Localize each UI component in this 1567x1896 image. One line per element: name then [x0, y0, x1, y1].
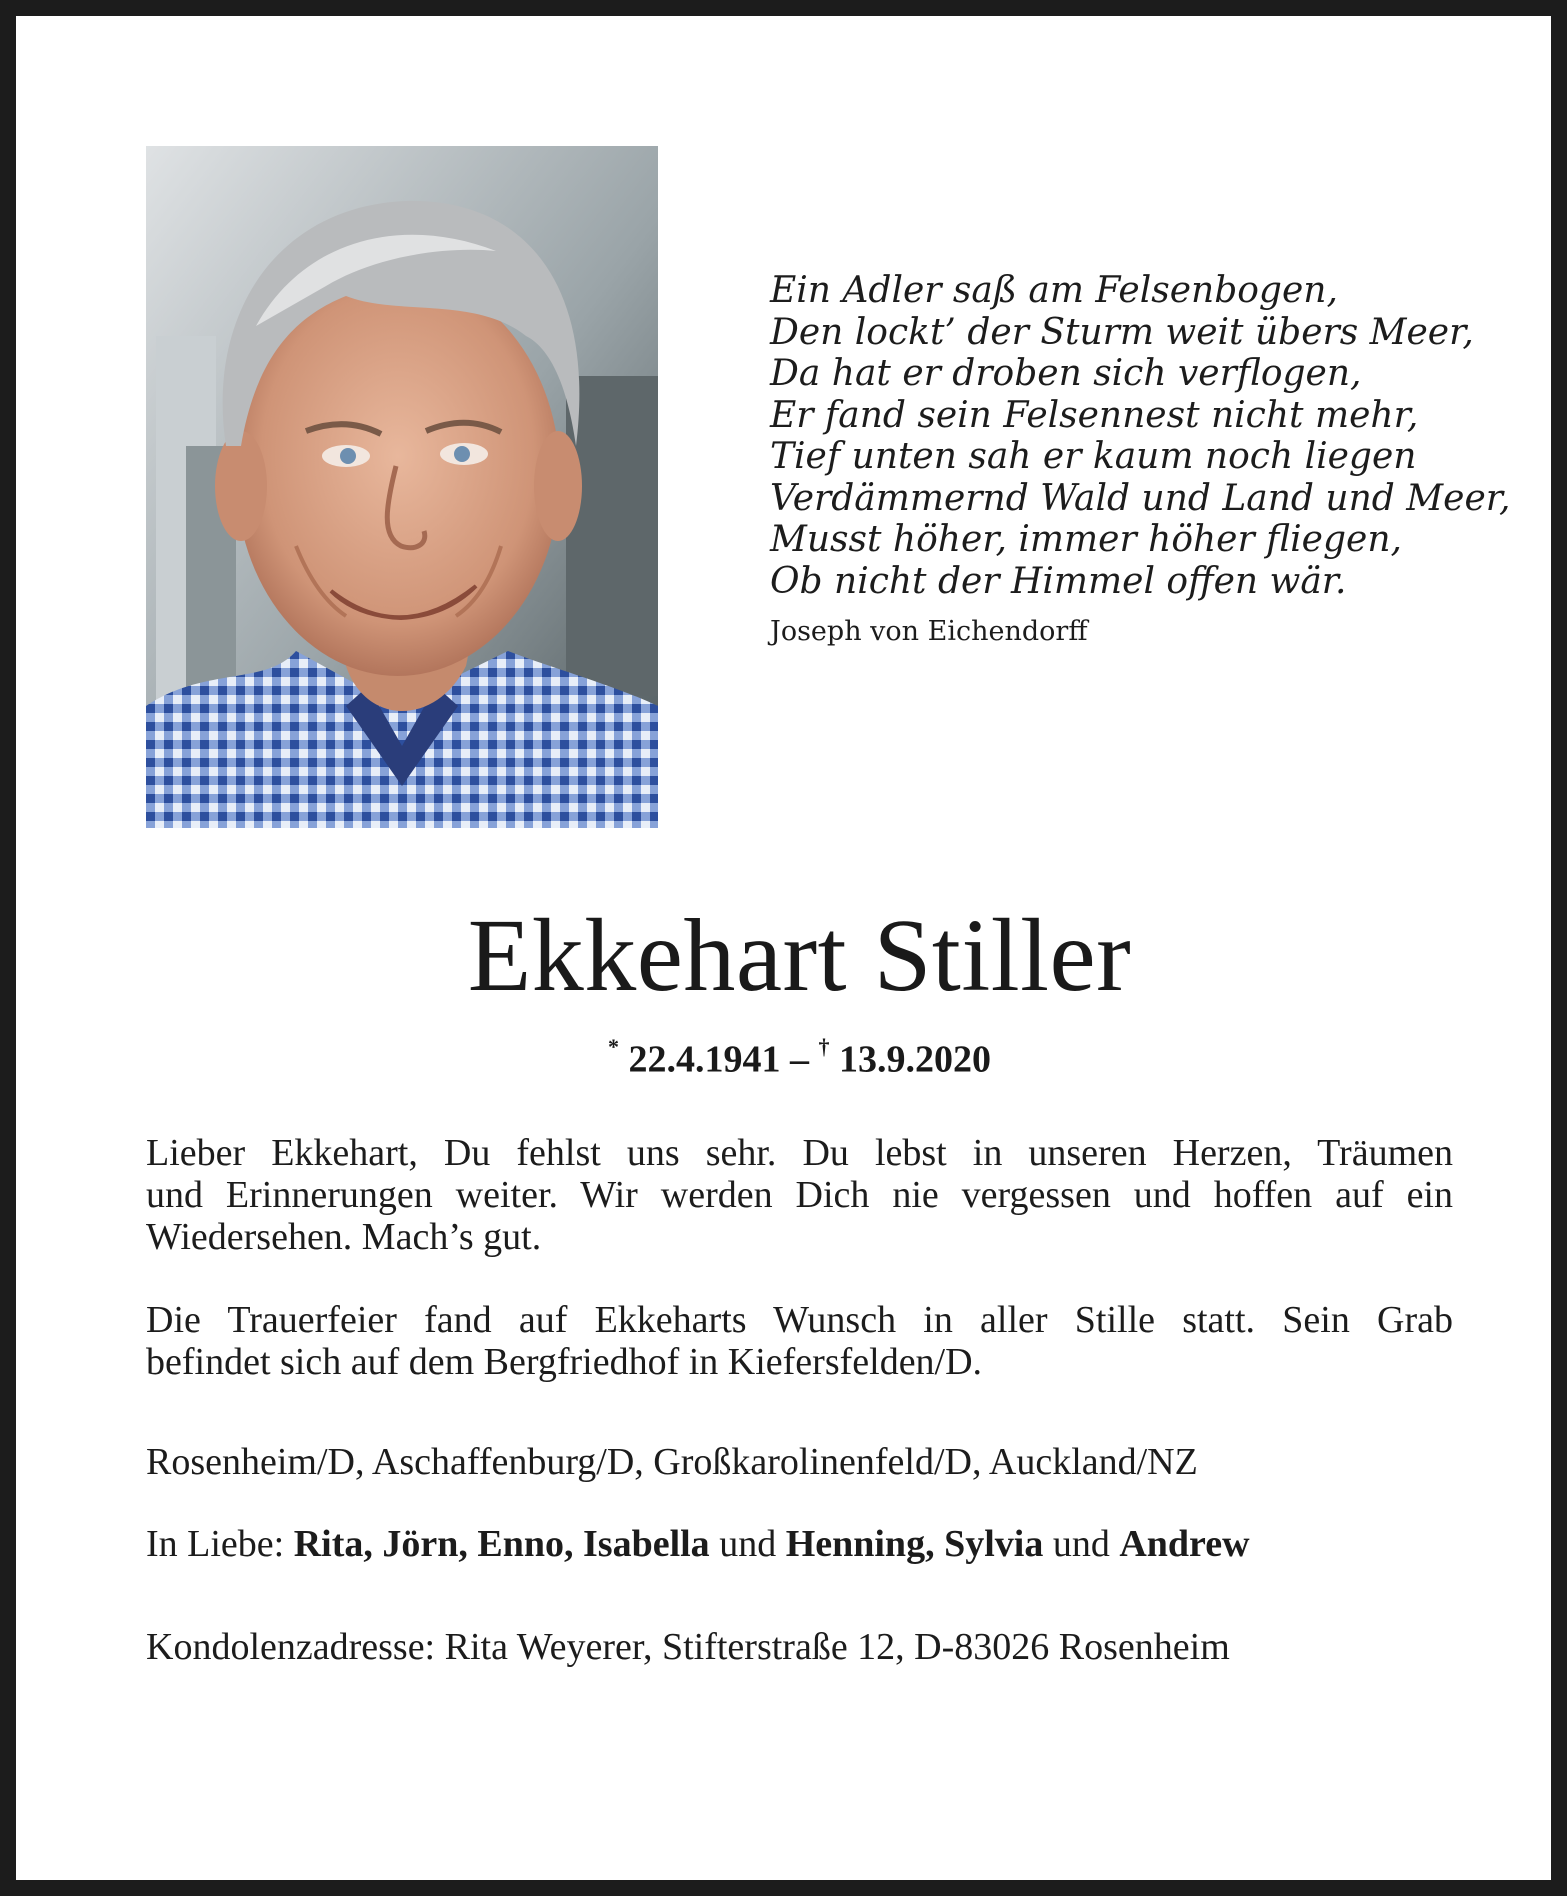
message-line: Lieber Ekkehart, Du fehlst uns sehr. Du lebst in unseren Herzen, Träumen [146, 1132, 1453, 1174]
poem-author: Joseph von Eichendorff [770, 616, 1088, 647]
date-separator: – [790, 1038, 809, 1081]
deceased-name: Ekkehart Stiller [467, 898, 1132, 1013]
poem-line: Er fand sein Felsennest nicht mehr, [770, 394, 1419, 436]
mourners-group: Henning, Sylvia [785, 1523, 1044, 1565]
poem-line: Tief unten sah er kaum noch liegen [770, 436, 1417, 477]
life-dates [16, 1029, 1567, 1082]
poem-line: Ein Adler saß am Felsenbogen, [770, 270, 1338, 311]
death-date: 13.9.2020 [839, 1038, 991, 1081]
notice-line: befindet sich auf dem Bergfriedhof in Kiefersfelden/D. [146, 1341, 983, 1383]
mourners-prefix: In Liebe: [146, 1523, 285, 1565]
mourners-group: Andrew [1119, 1523, 1250, 1565]
birth-symbol: * [608, 1034, 619, 1059]
notice-line: Die Trauerfeier fand auf Ekkeharts Wunsch in aller Stille statt. Sein Grab [146, 1299, 1453, 1341]
mourners-and: und [1052, 1523, 1110, 1565]
birth-date: 22.4.1941 [628, 1038, 781, 1081]
poem [770, 270, 1510, 647]
message-line: Wiedersehen. Mach’s gut. [146, 1216, 542, 1258]
poem-line: Verdämmernd Wald und Land und Meer, [770, 477, 1511, 519]
message-line: und Erinnerungen weiter. Wir werden Dich nie vergessen und hoffen auf ein [146, 1174, 1453, 1216]
poem-line: Ob nicht der Himmel offen wär. [770, 560, 1347, 602]
mourners-and: und [719, 1523, 777, 1565]
funeral-notice [146, 1299, 1453, 1383]
poem-line: Da hat er droben sich verflogen, [770, 353, 1362, 394]
portrait-photo [146, 146, 658, 828]
farewell-message [146, 1132, 1453, 1258]
condolence-address: Kondolenzadresse: Rita Weyerer, Stifterstraße 12, D-83026 Rosenheim [146, 1626, 1230, 1668]
poem-line: Den lockt’ der Sturm weit übers Meer, [770, 311, 1474, 353]
mourners-group: Rita, Jörn, Enno, Isabella [293, 1523, 710, 1565]
mourners [146, 1523, 1453, 1565]
places-list: Rosenheim/D, Aschaffenburg/D, Großkarolinenfeld/D, Auckland/NZ [146, 1441, 1198, 1483]
death-symbol: † [818, 1034, 830, 1059]
poem-line: Musst höher, immer höher fliegen, [770, 519, 1402, 560]
